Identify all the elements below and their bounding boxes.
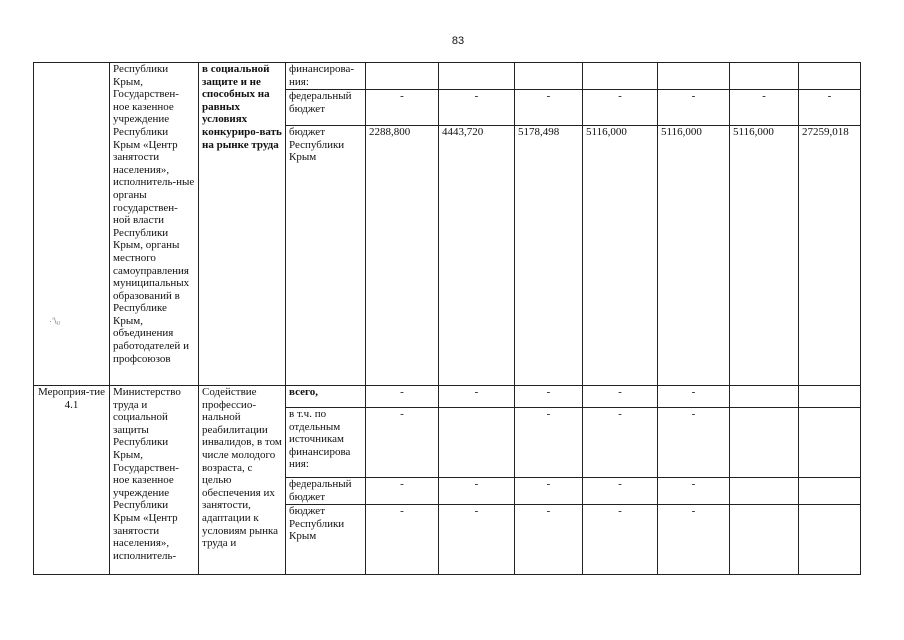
value-cell: -: [515, 408, 583, 478]
value-cell: 27259,018: [799, 126, 861, 386]
value-cell: [366, 63, 439, 90]
value-cell: -: [366, 90, 439, 126]
value-cell: -: [439, 478, 515, 505]
source-cell: бюджет Республики Крым: [286, 126, 366, 386]
value-cell: [730, 408, 799, 478]
value-cell: [583, 63, 658, 90]
value-cell: 5116,000: [658, 126, 730, 386]
responsible-cell: Республики Крым, Государствен-ное казенное учреждение Республики Крым «Центр занятости населения», исполнитель-ные органы государствен-ной власти Республики Крым, органы местного самоуправления муниципальных образований в Республике Крым, объединения работодателей и профсоюзов: [110, 63, 199, 386]
value-cell: -: [366, 408, 439, 478]
value-cell: -: [583, 408, 658, 478]
value-cell: [799, 386, 861, 408]
financing-table: [33, 62, 861, 575]
source-cell: федеральный бюджет: [286, 478, 366, 505]
goal-cell: Содействие профессио-нальной реабилитации инвалидов, в том числе молодого возраста, с целью обеспечения их занятости, адаптации к условиям рынка труда и: [199, 386, 286, 575]
value-cell: -: [730, 90, 799, 126]
value-cell: -: [799, 90, 861, 126]
measure-cell: Мероприя-тие 4.1: [34, 386, 110, 575]
value-cell: -: [583, 505, 658, 575]
value-cell: -: [658, 386, 730, 408]
value-cell: -: [366, 386, 439, 408]
value-cell: [439, 63, 515, 90]
value-cell: 5116,000: [730, 126, 799, 386]
value-cell: 5178,498: [515, 126, 583, 386]
value-cell: -: [515, 478, 583, 505]
source-cell: в т.ч. по отдельным источникам финансирова ния:: [286, 408, 366, 478]
value-cell: [730, 386, 799, 408]
source-cell: федеральный бюджет: [286, 90, 366, 126]
value-cell: -: [658, 90, 730, 126]
source-cell: бюджет Республики Крым: [286, 505, 366, 575]
value-cell: [730, 478, 799, 505]
value-cell: [799, 505, 861, 575]
responsible-cell: Министерство труда и социальной защиты Республики Крым, Государствен-ное казенное учреждение Республики Крым «Центр занятости населения», исполнитель-: [110, 386, 199, 575]
value-cell: -: [439, 90, 515, 126]
value-cell: -: [658, 478, 730, 505]
measure-cell: [34, 63, 110, 386]
value-cell: [799, 408, 861, 478]
source-cell: финансирова-ния:: [286, 63, 366, 90]
value-cell: -: [515, 90, 583, 126]
value-cell: 4443,720: [439, 126, 515, 386]
table-row: [34, 386, 861, 408]
table-row: [34, 63, 861, 90]
value-cell: -: [366, 505, 439, 575]
value-cell: [799, 63, 861, 90]
value-cell: -: [583, 478, 658, 505]
page-number: 83: [451, 35, 465, 47]
value-cell: [730, 505, 799, 575]
scan-speck: ·ʻ\ᵤ: [49, 316, 60, 326]
goal-cell: в социальной защите и не способных на равных условиях конкуриро-вать на рынке труда: [199, 63, 286, 386]
value-cell: -: [658, 408, 730, 478]
value-cell: -: [515, 386, 583, 408]
value-cell: -: [439, 505, 515, 575]
value-cell: -: [583, 386, 658, 408]
value-cell: -: [366, 478, 439, 505]
value-cell: [515, 63, 583, 90]
value-cell: [730, 63, 799, 90]
value-cell: [799, 478, 861, 505]
value-cell: 5116,000: [583, 126, 658, 386]
value-cell: -: [658, 505, 730, 575]
value-cell: [439, 408, 515, 478]
value-cell: -: [583, 90, 658, 126]
value-cell: 2288,800: [366, 126, 439, 386]
value-cell: -: [439, 386, 515, 408]
value-cell: -: [515, 505, 583, 575]
value-cell: [658, 63, 730, 90]
source-cell: всего,: [286, 386, 366, 408]
